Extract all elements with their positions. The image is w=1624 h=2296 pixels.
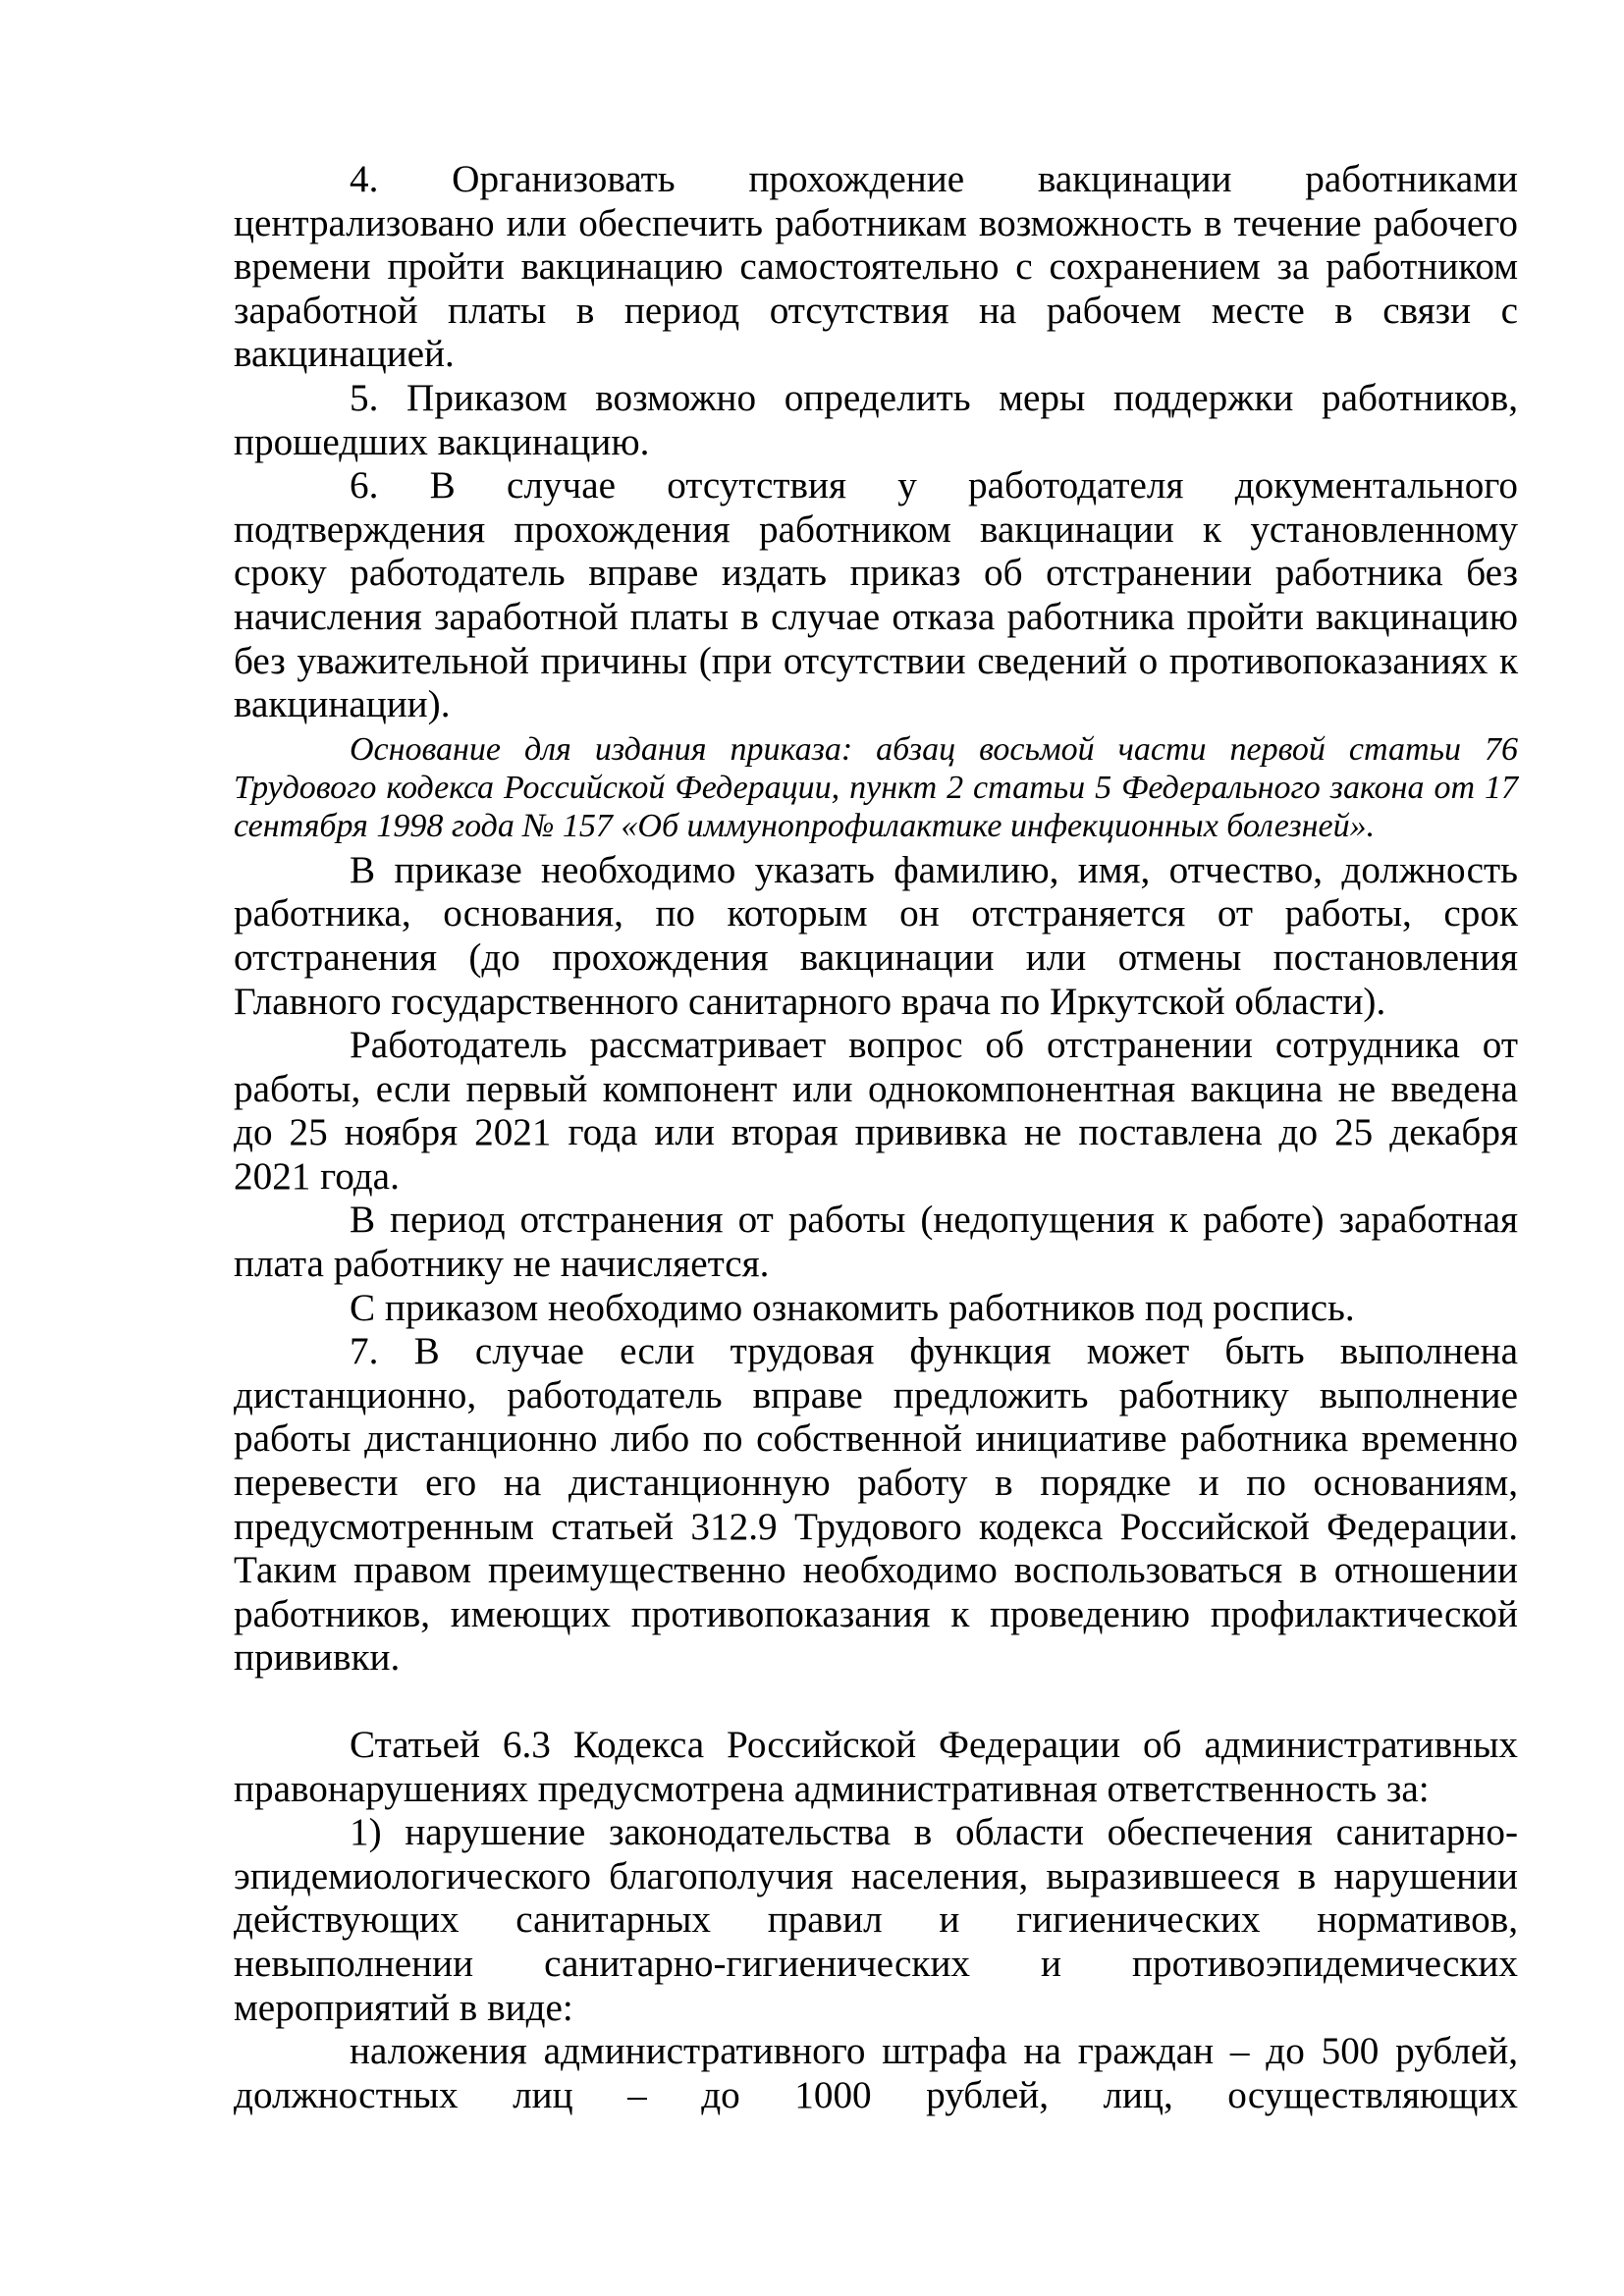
paragraph-no-salary: В период отстранения от работы (недопущения к работе) заработная плата работнику не начисляется. [234,1199,1518,1286]
legal-basis-note: Основание для издания приказа: абзац восьмой части первой статьи 76 Трудового кодекса Российской Федерации, пункт 2 статьи 5 Федерального закона от 17 сентября 1998 года № 157 «Об иммунопрофилактике инфекционных болезней». [234,730,1518,844]
paragraph-fines: наложения административного штрафа на граждан – до 500 рублей, должностных лиц – до 1000 рублей, лиц, осуществляющих [234,2030,1518,2116]
paragraph-item-5: 5. Приказом возможно определить меры поддержки работников, прошедших вакцинацию. [234,376,1518,463]
paragraph-signature: С приказом необходимо ознакомить работников под роспись. [350,1286,1355,1329]
paragraph-item-6: 6. В случае отсутствия у работодателя документального подтверждения прохождения работником вакцинации к установленному сроку работодатель вправе издать приказ об отстранении работника без начисления заработной платы в случае отказа работника пройти вакцинацию без уважительной причины (при отсутствии сведений о противопоказаниях к вакцинации). [234,464,1518,726]
paragraph-article-6-3: Статьей 6.3 Кодекса Российской Федерации об административных правонарушениях предусмотрена административная ответственность за: [234,1724,1518,1810]
paragraph-liability-item-1: 1) нарушение законодательства в области обеспечения санитарно-эпидемиологического благополучия населения, выразившееся в нарушении действующих санитарных правил и гигиенических нормативов, невыполнении санитарно-гигиенических и противоэпидемических мероприятий в виде: [234,1811,1518,2029]
paragraph-order-contents: В приказе необходимо указать фамилию, имя, отчество, должность работника, основания, по которым он отстраняется от работы, срок отстранения (до прохождения вакцинации или отмены постановления Главного государственного санитарного врача по Иркутской области). [234,848,1518,1023]
paragraph-item-4: 4. Организовать прохождение вакцинации работниками централизовано или обеспечить работникам возможность в течение рабочего времени пройти вакцинацию самостоятельно с сохранением за работником заработной платы в период отсутствия на рабочем месте в связи с вакцинацией. [234,158,1518,376]
paragraph-item-7: 7. В случае если трудовая функция может быть выполнена дистанционно, работодатель вправе предложить работнику выполнение работы дистанционно либо по собственной инициативе работника временно перевести его на дистанционную работу в порядке и по основаниям, предусмотренным статьей 312.9 Трудового кодекса Российской Федерации. Таким правом преимущественно необходимо воспользоваться в отношении работников, имеющих противопоказания к проведению профилактической прививки. [234,1330,1518,1680]
paragraph-deadline: Работодатель рассматривает вопрос об отстранении сотрудника от работы, если первый компонент или однокомпонентная вакцина не введена до 25 ноября 2021 года или вторая прививка не поставлена до 25 декабря 2021 года. [234,1024,1518,1198]
document-body [234,158,1518,2117]
